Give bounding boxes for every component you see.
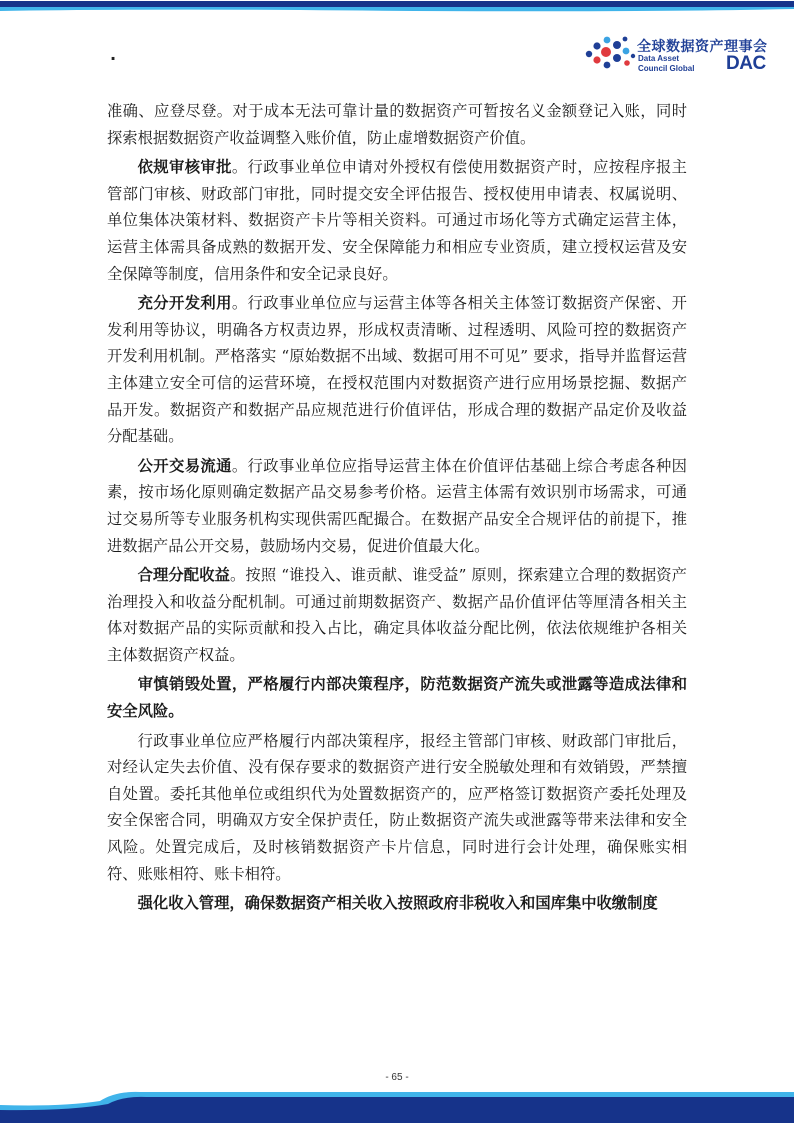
body-paragraph <box>107 154 687 287</box>
body-paragraph <box>107 562 687 668</box>
section-heading: 强化收入管理，确保数据资产相关收入按照政府非税收入和国库集中收缴制度 <box>137 894 658 913</box>
paragraph-lead: 充分开发利用 <box>137 294 232 313</box>
logo-name-en-line1: Data Asset <box>638 54 680 63</box>
paragraph-text: 。按照 “谁投入、谁贡献、谁受益” 原则，探索建立合理的数据资产治理投入和收益分配机制。可通过前期数据资产、数据产品价值评估等厘清各相关主体对数据产品的实际贡献和投入占比，确定具体收益分配比例，依法依规维护各相关主体数据资产权益。 <box>107 566 687 664</box>
body-paragraph <box>107 453 687 559</box>
body-paragraph: 行政事业单位应严格履行内部决策程序，报经主管部门审核、财政部门审批后，对经认定失去价值、没有保存要求的数据资产进行安全脱敏处理和有效销毁，严禁擅自处置。委托其他单位或组织代为处置数据资产的，应严格签订数据资产委托处理及安全保密合同，明确双方安全保护责任，防止数据资产流失或泄露等带来法律和安全风险。处置完成后，及时核销数据资产卡片信息，同时进行会计处理，确保账实相符、账账相符、账卡相符。 <box>107 731 687 883</box>
header-band-navy <box>0 1 794 7</box>
header-dot: · <box>110 49 117 68</box>
page-number: - 65 - <box>385 1072 409 1083</box>
logo-abbr: DAC <box>726 53 766 74</box>
document-body <box>107 98 687 917</box>
dac-logo <box>584 33 784 79</box>
paragraph-lead: 公开交易流通 <box>137 456 232 475</box>
body-paragraph <box>107 98 687 151</box>
header-band <box>0 0 794 14</box>
body-paragraph <box>107 290 687 450</box>
logo-name-en-line2: Council Global <box>638 64 695 73</box>
paragraph-text: 准确、应登尽登。对于成本无法可靠计量的数据资产可暂按名义金额登记入账，同时探索根据数据资产收益调整入账价值，防止虚增数据资产价值。 <box>107 102 687 147</box>
section-heading: 审慎销毁处置，严格履行内部决策程序，防范数据资产流失或泄露等造成法律和安全风险。 <box>107 675 687 721</box>
logo-name-cn: 全球数据资产理事会 <box>637 39 768 55</box>
footer-band-navy <box>0 1097 794 1123</box>
paragraph-text: 。行政事业单位申请对外授权有偿使用数据资产时，应按程序报主管部门审核、财政部门审批，同时提交安全评估报告、授权使用申请表、权属说明、单位集体决策材料、数据资产卡片等相关资料。可通过市场化等方式确定运营主体，运营主体需具备成熟的数据开发、安全保障能力和相应专业资质，建立授权运营及安全保障等制度，信用条件和安全记录良好。 <box>107 158 687 283</box>
header-band-sky <box>0 7 794 11</box>
paragraph-text: 。行政事业单位应与运营主体等各相关主体签订数据资产保密、开发利用等协议，明确各方权责边界，形成权责清晰、过程透明、风险可控的数据资产开发利用机制。严格落实 “原始数据不出域、数据可用不可见” 要求，指导并监督运营主体建立安全可信的运营环境，在授权范围内对数据资产进行应用场景挖掘、数据产品开发。数据资产和数据产品应规范进行价值评估，形成合理的数据产品定价及收益分配基础。 <box>107 294 687 446</box>
footer-band <box>0 1083 794 1123</box>
paragraph-text: 。行政事业单位应指导运营主体在价值评估基础上综合考虑各种因素，按市场化原则确定数据产品交易参考价格。运营主体需有效识别市场需求，可通过交易所等专业服务机构实现供需匹配撮合。在数据产品安全合规评估的前提下，推进数据产品公开交易，鼓励场内交易，促进价值最大化。 <box>107 456 687 555</box>
dac-logo-mark-icon <box>584 33 636 73</box>
paragraph-lead: 依规审核审批 <box>137 158 232 177</box>
paragraph-lead: 合理分配收益 <box>137 566 231 585</box>
